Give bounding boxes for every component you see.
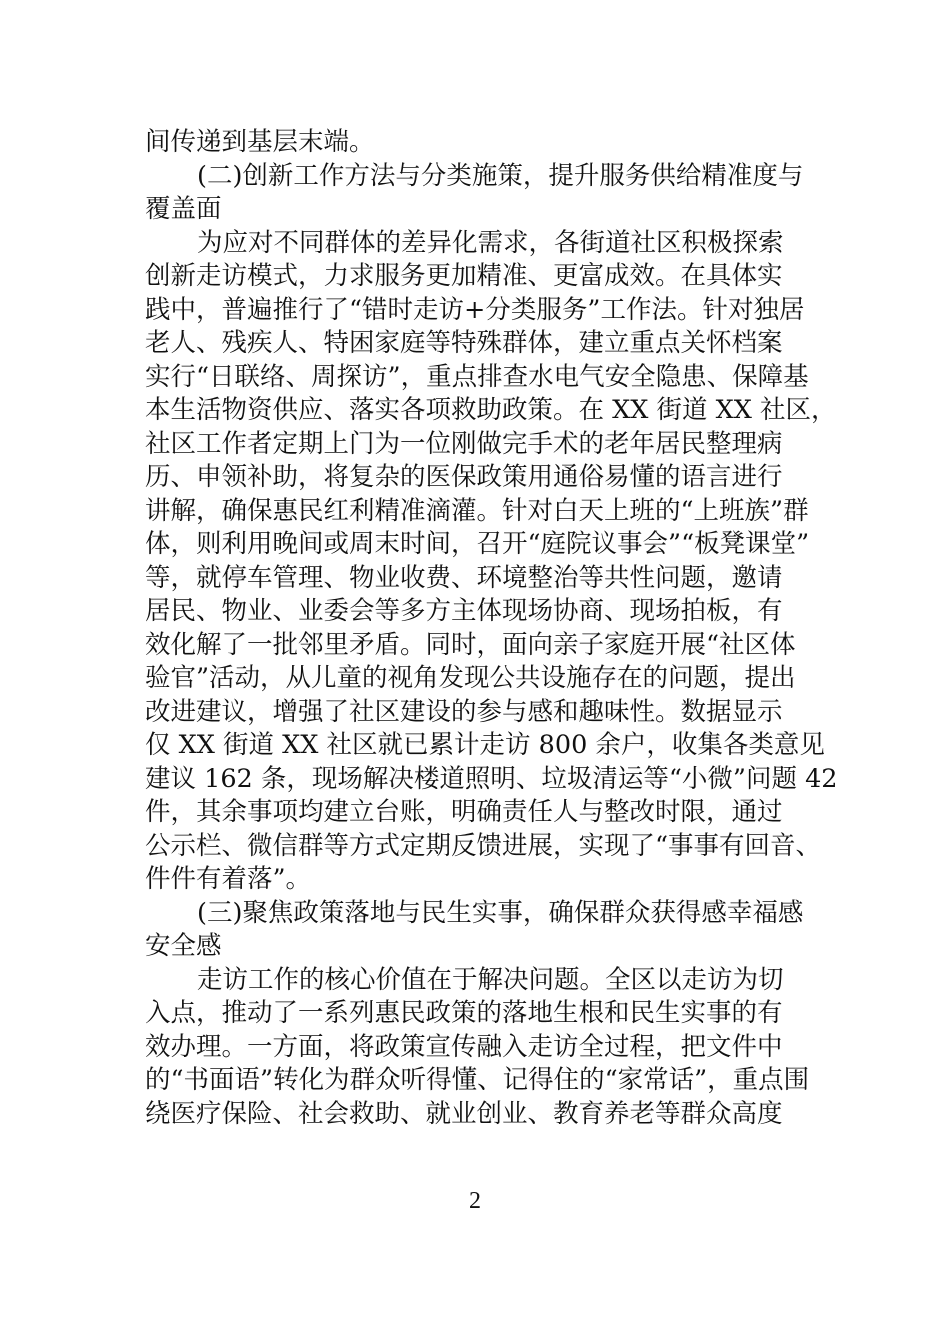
text-line: 仅 XX 街道 XX 社区就已累计走访 800 余户，收集各类意见 — [145, 730, 825, 760]
text-line: 件件有着落”。 — [145, 864, 312, 894]
section-heading-2-cont: 覆盖面 — [145, 194, 222, 224]
section-heading-2: (二)创新工作方法与分类施策，提升服务供给精准度与 — [197, 160, 804, 191]
text-line: 本生活物资供应、落实各项救助政策。在 XX 街道 XX 社区， — [145, 395, 837, 425]
text-line: 间传递到基层末端。 — [145, 127, 375, 157]
text-line: 居民、物业、业委会等多方主体现场协商、现场拍板，有 — [145, 596, 783, 626]
text-line: 建议 162 条，现场解决楼道照明、垃圾清运等“小微”问题 42 — [145, 763, 838, 794]
paragraph-start: 为应对不同群体的差异化需求，各街道社区积极探索 — [197, 227, 784, 258]
text-line: 创新走访模式，力求服务更加精准、更富成效。在具体实 — [145, 261, 783, 291]
text-line: 改进建议，增强了社区建设的参与感和趣味性。数据显示 — [145, 696, 783, 727]
paragraph-start: 走访工作的核心价值在于解决问题。全区以走访为切 — [197, 964, 784, 995]
text-line: 老人、残疾人、特困家庭等特殊群体，建立重点关怀档案 — [145, 328, 783, 358]
text-line: 历、申领补助，将复杂的医保政策用通俗易懂的语言进行 — [145, 462, 783, 492]
page-number: 2 — [469, 1188, 481, 1214]
document-body — [145, 126, 838, 1131]
section-heading-3: (三)聚焦政策落地与民生实事，确保群众获得感幸福感 — [197, 897, 804, 928]
text-line: 效办理。一方面，将政策宣传融入走访全过程，把文件中 — [145, 1031, 783, 1062]
text-line: 实行“日联络、周探访”，重点排查水电气安全隐患、保障基 — [145, 361, 809, 392]
text-line: 的“书面语”转化为群众听得懂、记得住的“家常话”，重点围 — [145, 1065, 810, 1095]
text-line: 社区工作者定期上门为一位刚做完手术的老年居民整理病 — [145, 428, 783, 459]
text-line: 讲解，确保惠民红利精准滴灌。针对白天上班的“上班族”群 — [145, 495, 809, 526]
text-line: 效化解了一批邻里矛盾。同时，面向亲子家庭开展“社区体 — [145, 629, 796, 660]
section-heading-3-cont: 安全感 — [145, 931, 222, 961]
text-line: 等，就停车管理、物业收费、环境整治等共性问题，邀请 — [145, 562, 783, 593]
text-line: 践中，普遍推行了“错时走访+分类服务”工作法。针对独居 — [145, 294, 805, 325]
text-line: 入点，推动了一系列惠民政策的落地生根和民生实事的有 — [145, 998, 783, 1028]
text-line: 件，其余事项均建立台账，明确责任人与整改时限，通过 — [145, 797, 783, 827]
text-line: 体，则利用晚间或周末时间，召开“庭院议事会”“板凳课堂” — [145, 529, 810, 559]
text-line: 验官”活动，从儿童的视角发现公共设施存在的问题，提出 — [145, 663, 796, 693]
text-line: 绕医疗保险、社会救助、就业创业、教育养老等群众高度 — [145, 1098, 783, 1129]
text-line: 公示栏、微信群等方式定期反馈进展，实现了“事事有回音、 — [145, 830, 822, 861]
